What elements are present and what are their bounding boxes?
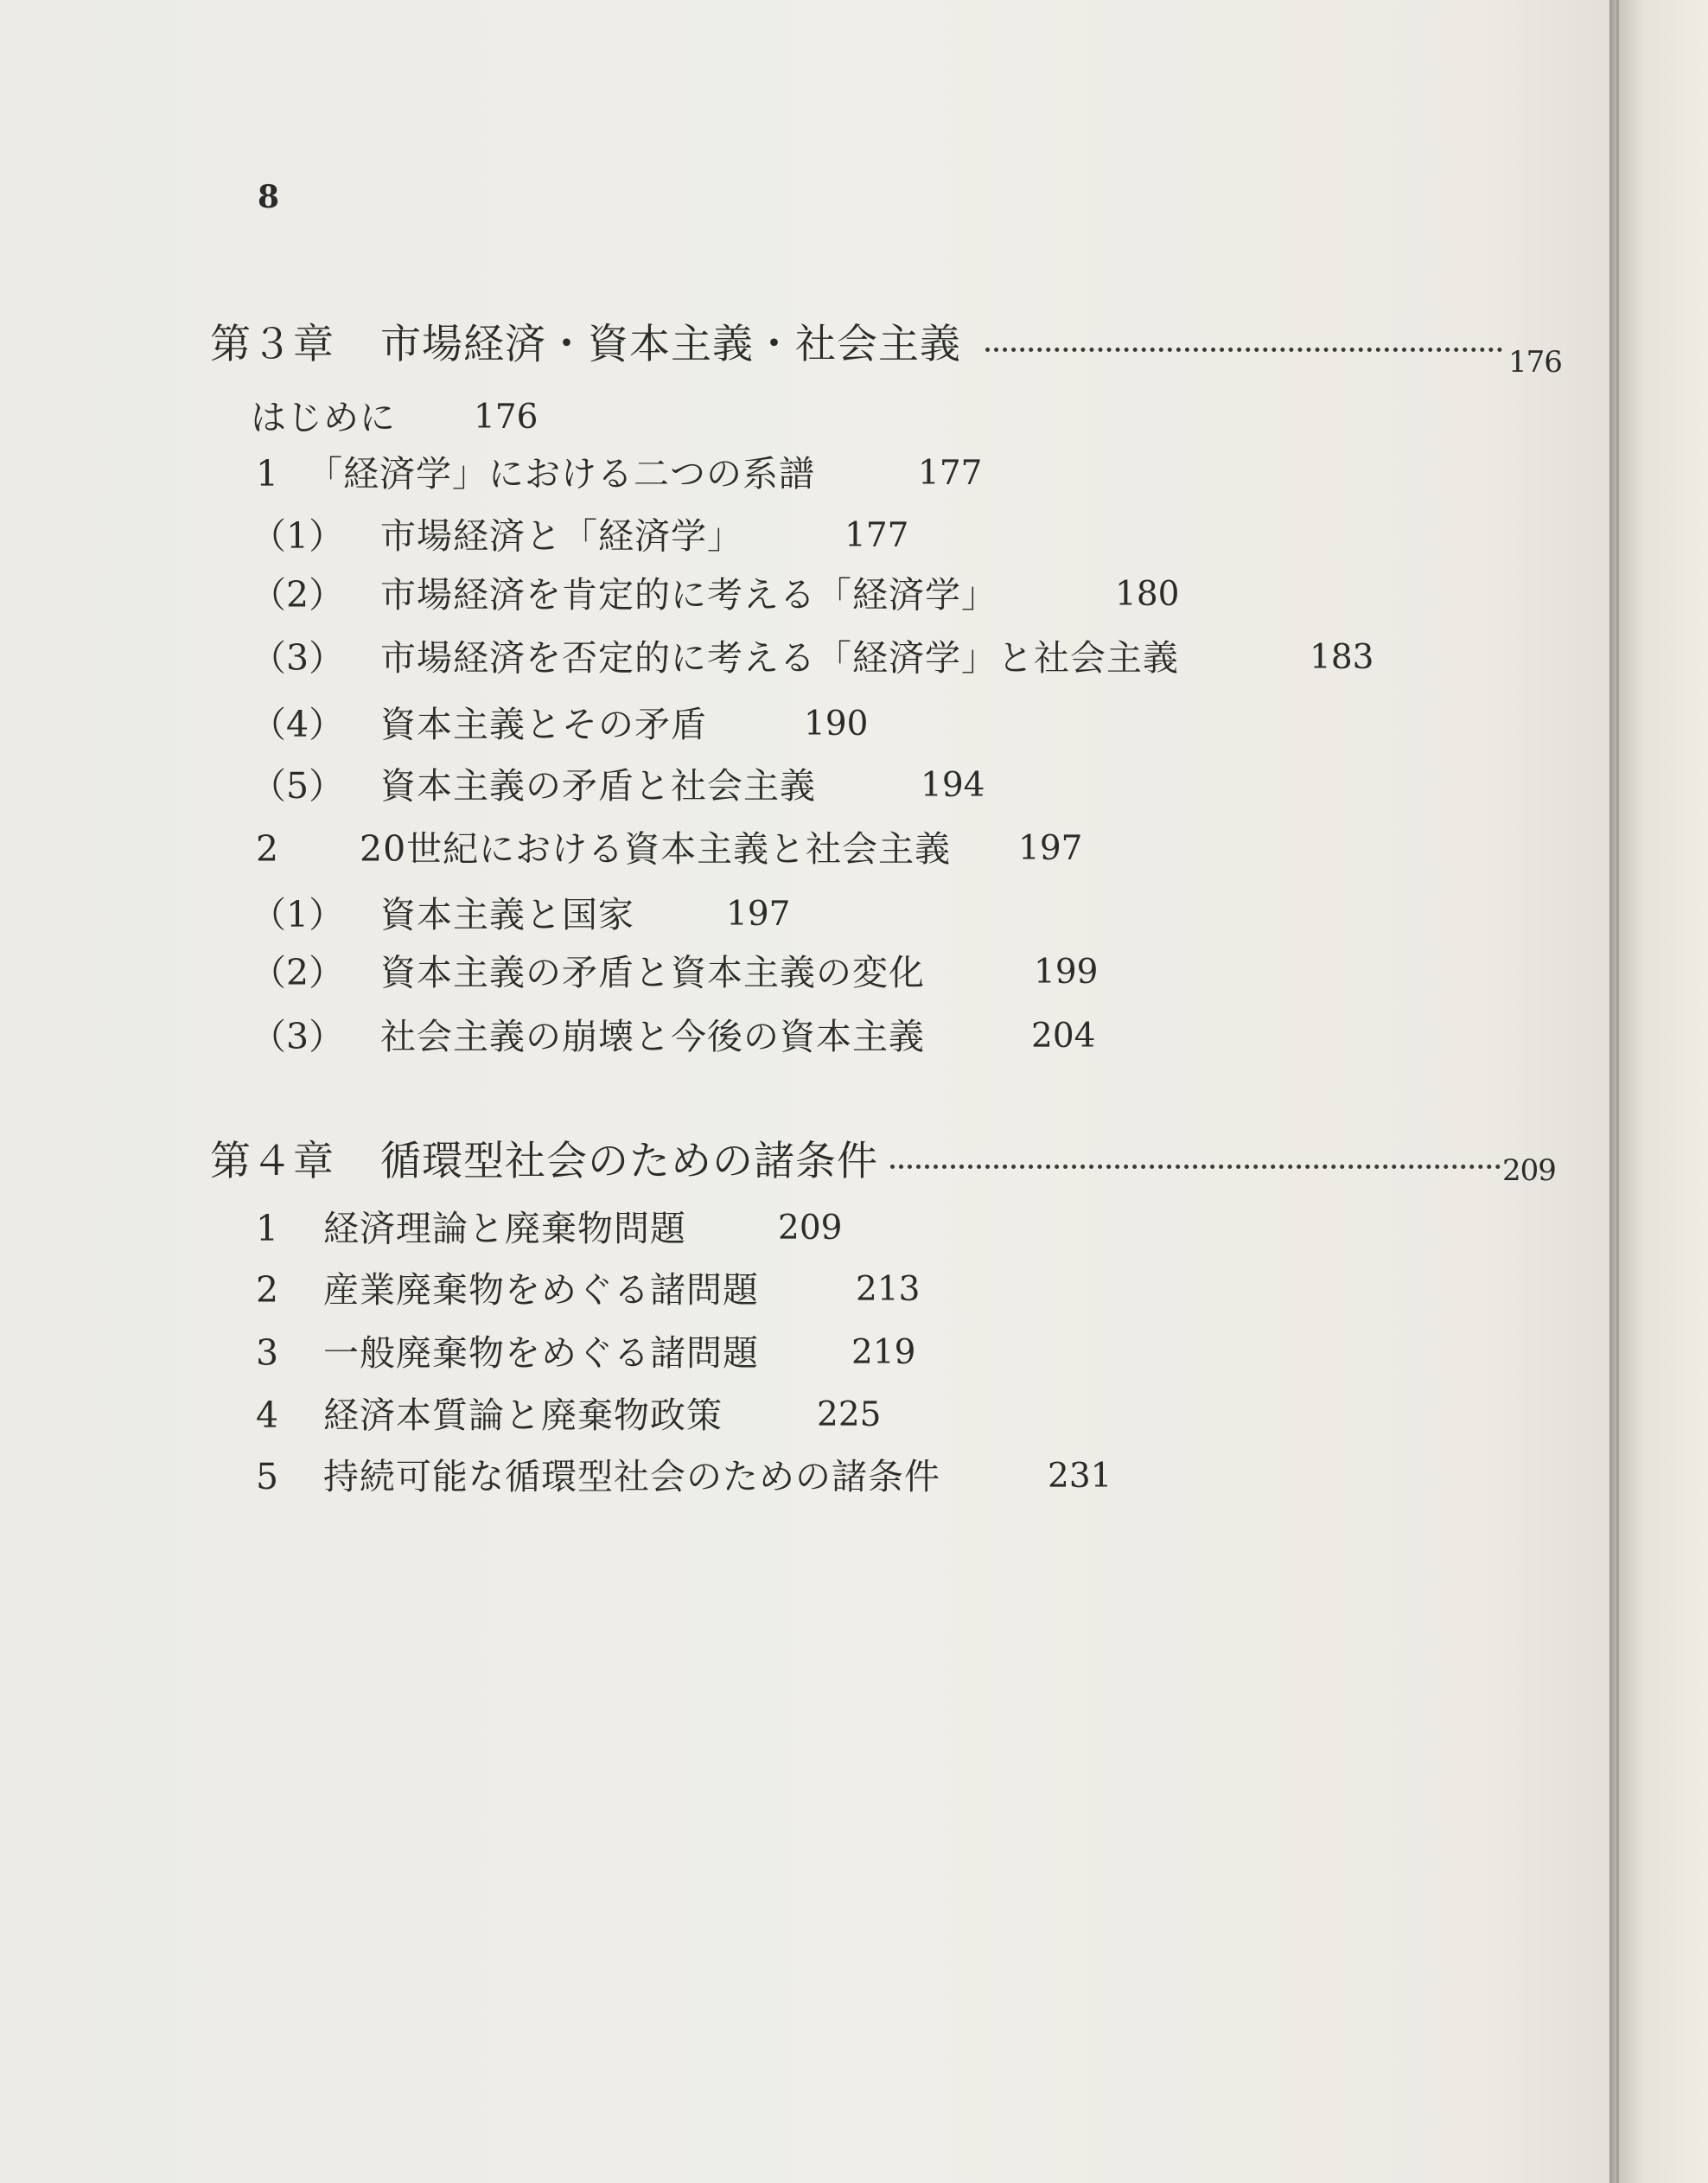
entry-number: （2） (251, 952, 345, 993)
entry-number: 5 (256, 1456, 279, 1497)
chapter-page-number: 209 (1502, 1153, 1556, 1188)
chapter-label: 第４章 (210, 1138, 335, 1185)
chapter-label: 第３章 (210, 321, 335, 368)
entry-page-number: 199 (1034, 953, 1099, 992)
entry-title: はじめに (251, 397, 396, 438)
entry-title: 資本主義と国家 (380, 894, 634, 935)
entry-page-number: 194 (921, 766, 985, 805)
entry-number: （2） (251, 574, 345, 616)
entry-title: 「経済学」における二つの系譜 (307, 453, 815, 495)
entry-number: 1 (256, 453, 279, 495)
entry-number: 2 (256, 1269, 279, 1311)
entry-title: 資本主義の矛盾と資本主義の変化 (380, 952, 925, 993)
entry-title: 社会主義の崩壊と今後の資本主義 (380, 1016, 925, 1057)
entry-title: 市場経済を肯定的に考える「経済学」 (380, 574, 997, 616)
entry-number: 4 (256, 1395, 279, 1436)
dot-leader (985, 339, 1502, 352)
entry-title: 市場経済を否定的に考える「経済学」と社会主義 (380, 637, 1179, 679)
entry-title: 20世紀における資本主義と社会主義 (360, 828, 952, 870)
entry-page-number: 209 (778, 1209, 843, 1248)
chapter-page-number: 176 (1508, 345, 1562, 380)
entry-title: 一般廃棄物をめぐる諸問題 (323, 1332, 759, 1374)
entry-page-number: 176 (474, 398, 539, 437)
entry-page-number: 183 (1310, 638, 1374, 677)
entry-title: 資本主義とその矛盾 (380, 704, 707, 745)
entry-title: 産業廃棄物をめぐる諸問題 (323, 1269, 759, 1311)
chapter-title: 市場経済・資本主義・社会主義 (380, 321, 961, 368)
entry-page-number: 213 (856, 1270, 921, 1309)
chapter-title: 循環型社会のための諸条件 (380, 1138, 878, 1185)
entry-page-number: 225 (817, 1395, 882, 1434)
entry-page-number: 177 (918, 454, 983, 493)
entry-page-number: 190 (804, 705, 869, 744)
entry-page-number: 197 (1018, 829, 1083, 868)
next-page-edge (1609, 0, 1708, 2183)
entry-title: 経済本質論と廃棄物政策 (323, 1395, 723, 1436)
entry-number: （1） (251, 894, 345, 935)
entry-title: 資本主義の矛盾と社会主義 (380, 765, 816, 807)
entry-number: 1 (256, 1208, 279, 1249)
entry-number: （1） (251, 515, 345, 557)
entry-title: 市場経済と「経済学」 (380, 515, 743, 557)
entry-page-number: 197 (726, 895, 791, 934)
entry-title: 経済理論と廃棄物問題 (323, 1208, 686, 1249)
page-gutter-line (1616, 0, 1619, 2183)
entry-number: 3 (256, 1332, 279, 1374)
dot-leader (890, 1156, 1501, 1169)
entry-title: 持続可能な循環型社会のための諸条件 (323, 1456, 940, 1497)
entry-number: （3） (251, 1016, 345, 1057)
page-number: 8 (258, 179, 280, 215)
entry-page-number: 180 (1115, 575, 1180, 614)
entry-page-number: 231 (1048, 1457, 1112, 1496)
entry-number: （3） (251, 637, 345, 679)
entry-number: （4） (251, 704, 345, 745)
entry-page-number: 177 (844, 516, 909, 555)
entry-number: 2 (256, 828, 279, 870)
entry-page-number: 204 (1031, 1017, 1096, 1056)
entry-page-number: 219 (851, 1333, 916, 1372)
entry-number: （5） (251, 765, 345, 807)
